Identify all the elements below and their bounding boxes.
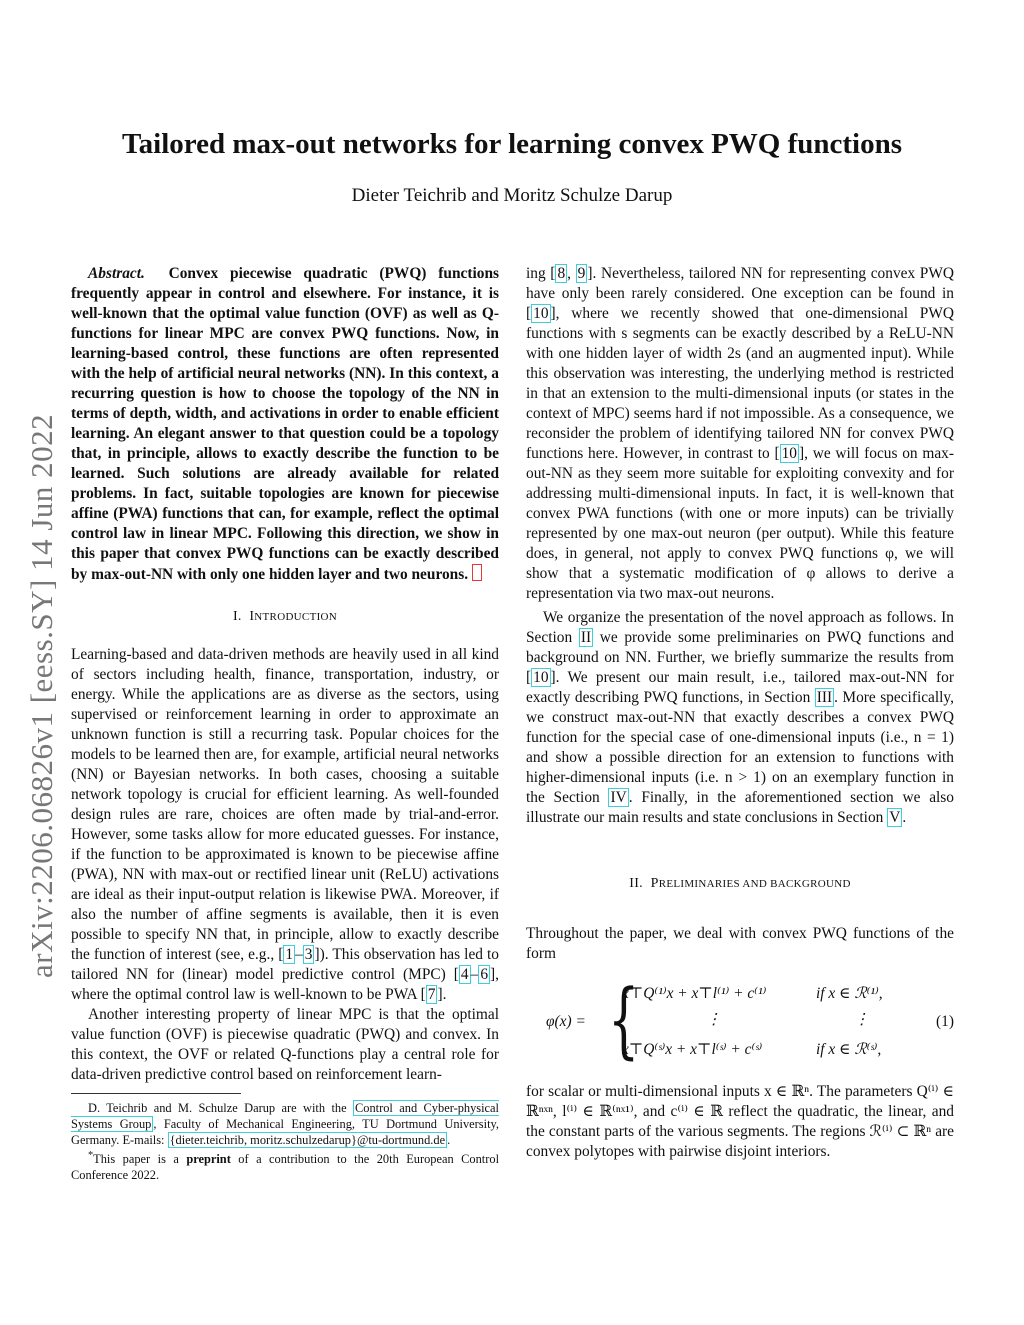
cite-link[interactable]: 6: [480, 966, 489, 983]
prelim-paragraph-1: Throughout the paper, we deal with convex PWQ functions of the form: [526, 925, 954, 962]
footnote-preprint: *This paper is a preprint of a contribution to the 20th European Control Conference 2022.: [71, 1150, 500, 1183]
abstract: Abstract. Convex piecewise quadratic (PWQ) functions frequently appear in control and elsewhere. For instance, it is well-known that the optimal value function (OVF) as well as Q-functions for linear MPC are convex PWQ functions. Now, in learning-based control, these functions are often represented with the help of artificial neural networks (NN). In this context, a recurring question is how to choose the topology of the NN in terms of depth, width, and activations in order to enable efficient learning. An elegant answer to that question could be a topology that, in principle, allows to exactly describe the function to be learned. Such solutions are already available for related problems. In fact, suitable topologies are known for piecewise affine (PWA) functions that can, for example, reflect the optimal control law in linear MPC. Following this direction, we show in this paper that convex PWQ functions can be exactly described by max-out-NN with only one hidden layer and two neurons.: [71, 265, 499, 583]
cite-link[interactable]: 8: [557, 265, 566, 282]
right-column: [526, 264, 954, 1162]
equation-lhs: φ(x) =: [546, 1013, 586, 1030]
section-link[interactable]: V: [889, 809, 901, 826]
equation-number: (1): [936, 1013, 954, 1030]
intro-paragraph-3: ing [ 8 , 9 ]. Nevertheless, tailored NN for representing convex PWQ have only been rarely considered. One exception can be found in [ 10 ], where we recently showed that one-dimensional PWQ functions with s segments can be exactly described by a ReLU-NN with one hidden layer of width 2s (and an augmented input). While this observation was interesting, the underlying method is restricted in that an extension to the multi-dimensional inputs (or states in the context of MPC) seems hard if not impossible. As a consequence, we reconsider the problem of identifying tailored NN for convex PWQ functions here. However, in contrast to [ 10 ], we will focus on max-out-NN as they seem more suitable for exploiting convexity and for addressing multi-dimensional inputs. In fact, it is well-known that convex PWA functions (with one or more inputs) can be trivially represented by one max-out neuron (per output). While this feature does, in general, not apply to convex PWQ functions φ, we will show that a systematic modification of φ allows to derive a representation via two max-out neurons.: [526, 265, 955, 602]
abstract-label: Abstract: [88, 265, 142, 282]
intro-paragraph-1: Learning-based and data-driven methods are heavily used in all kind of sectors including health, finance, transportation, industry, or energy. While the applications are as diverse as the sectors, using supervised or reinforcement learning in order to approximate an unknown function is still a recurring task. Popular choices for the models to be learned then are, for example, artificial neural networks (NN) or Bayesian networks. In both cases, choosing a suitable network topology is crucial for efficient learning. As well-founded design rules are rare, choices are often made by trial-and-error. However, some tasks allow for more educated guesses. For instance, if the function to be approximated is known to be piecewise affine (PWA), NN with max-out or rectified linear unit (ReLU) activations are ideal as their input-output relation is likewise PWA. Moreover, if also the number of affine segments is available, then it is even possible to specify NN that, in principle, allow to exactly describe the function of interest (see, e.g., [ 1 – 3 ]). This observation has led to tailored NN for (linear) model predictive control (MPC) [ 4 – 6 ], where the optimal control law is well-known to be PWA [ 7 ].: [71, 646, 500, 1003]
paper-title: Tailored max-out networks for learning convex PWQ functions: [121, 128, 903, 160]
equation-condition-s: if x ∈ ℛ⁽ˢ⁾,: [816, 1041, 882, 1058]
left-column: [71, 264, 499, 1183]
section-heading-introduction: I. INTRODUCTION: [232, 609, 338, 624]
cite-link-red[interactable]: [472, 564, 482, 581]
footnote-rule: [71, 1093, 241, 1094]
equation-condition-1: if x ∈ ℛ⁽¹⁾,: [816, 985, 883, 1002]
intro-paragraph-4: We organize the presentation of the novel approach as follows. In Section II we provide some preliminaries on PWQ functions and background on NN. Further, we briefly summarize the results from [ 10 ]. We present our main result, i.e., tailored max-out-NN for exactly describing PWQ functions, in Section III . More specifically, we construct max-out-NN that exactly describes a convex PWQ function for the special case of one-dimensional inputs (i.e., n = 1) and show a possible direction for an extension to functions with higher-dimensional inputs (i.e. n > 1) on an exemplary function in the Section IV . Finally, in the aforementioned section we also illustrate our main results and state conclusions in Section V .: [526, 609, 954, 826]
email-link[interactable]: {dieter.teichrib, moritz.schulzedarup}@tu-dortmund.de: [169, 1133, 446, 1147]
intro-paragraph-2: Another interesting property of linear MPC is that the optimal value function (OVF) is piecewise quadratic (PWQ) and convex. In this context, the OVF or related Q-functions play a central role for data-driven predictive control based on reinforcement learn-: [71, 1006, 499, 1083]
equation-brace: {: [608, 973, 640, 1068]
equation-vdots: ⋮: [706, 1011, 722, 1028]
cite-link[interactable]: 9: [577, 265, 586, 282]
abstract-text: Convex piecewise quadratic (PWQ) functions frequently appear in control and elsewhere. For instance, it is well-known that the optimal value function (OVF) as well as Q-functions for linear MPC are convex PWQ functions. Now, in learning-based control, these functions are often represented with the help of artificial neural networks (NN). In this context, a recurring question is how to choose the topology of the NN in terms of depth, width, and activations in order to enable efficient learning. An elegant answer to that question could be a topology that, in principle, allows to exactly describe the function to be learned. Such solutions are already available for related problems. In fact, suitable topologies are known for piecewise affine (PWA) functions that can, for example, reflect the optimal control law in linear MPC. Following this direction, we show in this paper that convex PWQ functions can be exactly described by max-out-NN with only one hidden layer and two neurons.: [71, 265, 499, 583]
section-heading-preliminaries: II. PRELIMINARIES AND BACKGROUND: [629, 876, 851, 891]
cite-link[interactable]: 10: [533, 669, 549, 686]
arxiv-identifier: arXiv:2206.06826v1 [eess.SY] 14 Jun 2022: [24, 413, 59, 978]
equation-row-s: x⊤Q⁽ˢ⁾x + x⊤l⁽ˢ⁾ + c⁽ˢ⁾: [622, 1041, 763, 1058]
cite-link[interactable]: 10: [533, 305, 549, 322]
equation-1: [526, 973, 954, 1070]
paper-authors: Dieter Teichrib and Moritz Schulze Darup: [351, 185, 673, 206]
cite-link[interactable]: 1: [285, 946, 294, 963]
equation-row-1: x⊤Q⁽¹⁾x + x⊤l⁽¹⁾ + c⁽¹⁾: [622, 985, 767, 1002]
cite-link[interactable]: 7: [427, 986, 436, 1003]
cite-link[interactable]: 4: [460, 966, 469, 983]
section-link[interactable]: IV: [610, 789, 627, 806]
equation-vdots-cond: ⋮: [854, 1011, 870, 1028]
cite-link[interactable]: 10: [781, 445, 797, 462]
section-link[interactable]: II: [580, 629, 592, 646]
footnote-affiliation: D. Teichrib and M. Schulze Darup are with the Control and Cyber-physical Systems Group , Faculty of Mechanical Engineering, TU Dortmund University, Germany. E-mails: {dieter.teichrib, moritz.schulzedarup}@tu-dortmund.de .: [71, 1101, 499, 1147]
section-link[interactable]: III: [816, 689, 833, 706]
group-link[interactable]: Control and Cyber-physical Systems Group: [71, 1101, 499, 1131]
cite-link[interactable]: 3: [304, 946, 313, 963]
prelim-paragraph-2: for scalar or multi-dimensional inputs x ∈ ℝⁿ. The parameters Q⁽ⁱ⁾ ∈ ℝⁿˣⁿ, l⁽ⁱ⁾ ∈ ℝ⁽ⁿˣ¹⁾, and c⁽ⁱ⁾ ∈ ℝ reflect the quadratic, the linear, and the constant parts of the various segments. The regions ℛ⁽ⁱ⁾ ⊂ ℝⁿ are convex polytopes with pairwise disjoint interiors.: [526, 1083, 954, 1160]
